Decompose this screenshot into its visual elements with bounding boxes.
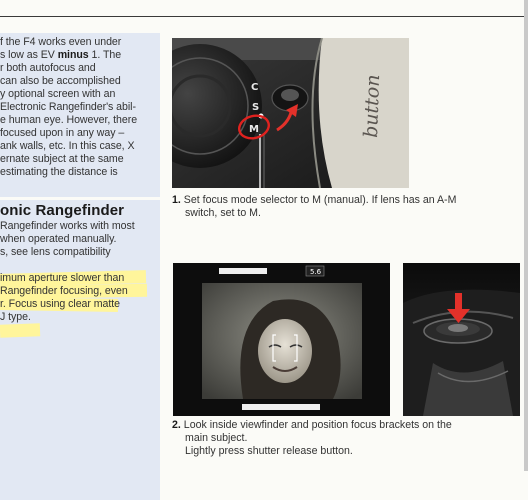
section-heading: onic Rangefinder <box>0 202 125 219</box>
body-line: f the F4 works even under <box>0 36 122 48</box>
body-line: J type. <box>0 311 31 323</box>
body-line: Electronic Rangefinder's abil- <box>0 101 136 113</box>
bold-word: minus <box>57 49 89 61</box>
mode-letter-m: M <box>249 124 259 135</box>
focus-mode-selector-photo <box>172 38 409 188</box>
body-line-end: 1. The <box>88 49 122 61</box>
handwritten-note: button <box>360 74 385 139</box>
figure2-caption-line3: Lightly press shutter release button. <box>185 445 353 457</box>
body-line: ank walls, etc. In this case, X <box>0 140 135 152</box>
body-line: Rangefinder focusing, even <box>0 285 128 297</box>
focus-mode-selector-illustration <box>172 38 409 188</box>
body-line: ernate subject at the same <box>0 153 124 165</box>
figure1-caption <box>172 194 456 207</box>
viewfinder-readout: 5.6 <box>310 268 322 276</box>
body-line: imum aperture slower than <box>0 272 125 284</box>
viewfinder-photo <box>173 263 390 416</box>
figure1-caption-line2: switch, set to M. <box>185 207 261 219</box>
body-line: e human eye. However, there <box>0 114 138 126</box>
caption-number: 1. <box>172 194 181 206</box>
caption-text: Set focus mode selector to M (manual). If lens has an A-M <box>183 194 457 206</box>
figure2-caption <box>172 419 452 432</box>
body-line: estimating the distance is <box>0 166 118 178</box>
body-line: r. Focus using clear matte <box>0 298 120 310</box>
body-line: y optional screen with an <box>0 88 116 100</box>
shutter-release-photo <box>403 263 520 416</box>
body-line: focused upon in any way – <box>0 127 125 139</box>
page-edge <box>524 0 528 471</box>
figure2-caption-line2: main subject. <box>185 432 248 444</box>
body-line: r both autofocus and <box>0 62 96 74</box>
left-text-column <box>0 0 160 471</box>
body-line <box>0 49 121 62</box>
shutter-release-illustration <box>403 263 520 416</box>
body-line-start: s low as EV <box>0 49 58 61</box>
mode-letter-s: S <box>252 102 260 113</box>
body-line: s, see lens compatibility <box>0 246 111 258</box>
marker-highlight <box>0 323 40 337</box>
viewfinder-illustration <box>173 263 390 416</box>
caption-number: 2. <box>172 419 181 431</box>
body-line: when operated manually. <box>0 233 117 245</box>
body-line: can also be accomplished <box>0 75 121 87</box>
body-line: Rangefinder works with most <box>0 220 135 232</box>
caption-text: Look inside viewfinder and position focus brackets on the <box>183 419 452 431</box>
mode-letter-c: C <box>251 82 259 93</box>
